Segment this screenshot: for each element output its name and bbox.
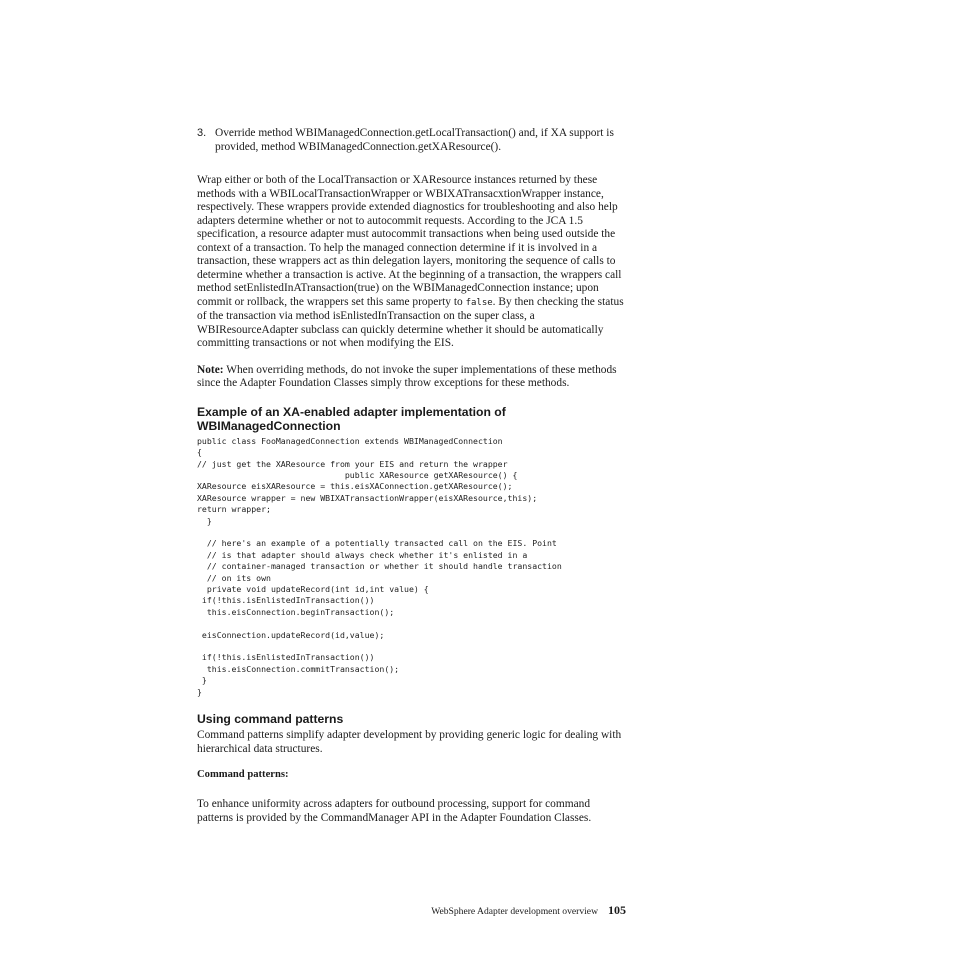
command-patterns-paragraph: To enhance uniformity across adapters for outbound processing, support for command patterns is provided by the CommandManager API in the Adapter Foundation Classes. bbox=[197, 798, 592, 824]
code-example-block: public class FooManagedConnection extends WBIManagedConnection { // just get the XAResource from your EIS and return the wrapper public XAResource getXAResource() { XAResource eisXAResource = this.eisXAConnection.getXAResource(); XAResource wrapper = new WBIXATransactionWrapper(eisXAResource,this); return wrapper; } // here's an example of a potentially transacted call on the EIS. Point // is that adapter should always check whether it's enlisted in a // container-managed transaction or whether it should handle transaction // on its own private void updateRecord(int id,int value) { if(!this.isEnlistedInTransaction()) this.eisConnection.beginTransaction(); eisConnection.updateRecord(id,value); if(!this.isEnlistedInTransaction()) this.eisConnection.commitTransaction(); } } bbox=[197, 435, 562, 697]
step-number: 3. bbox=[197, 127, 207, 139]
example-heading: Example of an XA-enabled adapter implementation of WBIManagedConnection bbox=[197, 404, 506, 433]
inline-code-false: false bbox=[465, 297, 493, 308]
footer-title: WebSphere Adapter development overview bbox=[431, 906, 598, 917]
command-patterns-intro: Command patterns simplify adapter development by providing generic logic for dealing with hierarchical data structures. bbox=[197, 729, 622, 755]
wrapper-text-part2: . By then checking the status of the transaction via method isEnlistedInTransaction on the super class, a WBIResourceAdapter subclass can quickly determine whether it should be automatically committing transactions or not when modifying the EIS. bbox=[197, 295, 624, 350]
note-label: Note: bbox=[197, 363, 224, 376]
note-text: When overriding methods, do not invoke the super implementations of these methods since the Adapter Foundation Classes simply throw exceptions for these methods. bbox=[197, 363, 617, 390]
step-item bbox=[197, 127, 627, 154]
page-content bbox=[197, 127, 627, 838]
command-patterns-subheading: Command patterns: bbox=[197, 769, 289, 781]
wrapper-paragraph bbox=[197, 174, 627, 351]
command-patterns-heading: Using command patterns bbox=[197, 712, 344, 727]
wrapper-text-part1: Wrap either or both of the LocalTransaction or XAResource instances returned by these methods with a WBILocalTransactionWrapper or WBIXATransacxtionWrapper instance, respectively. These wrappers provide extended diagnostics for troubleshooting and also help adapters determine whether or not to autocommit requests. According to the JCA 1.5 specification, a resource adapter must autocommit transactions when being used outside the context of a transaction. To help the managed connection determine if it is involved in a transaction, these wrappers act as thin delegation layers, monitoring the sequence of calls to determine whether a transaction is active. At the beginning of a transaction, the wrappers call method setEnlistedInATransaction(true) on the WBIManagedConnection instance; upon commit or rollback, the wrappers set this same property to bbox=[197, 174, 622, 308]
page-footer bbox=[414, 901, 626, 919]
step-text: Override method WBIManagedConnection.getLocalTransaction() and, if XA support is provided, method WBIManagedConnection.getXAResource(). bbox=[215, 127, 614, 153]
page-number: 105 bbox=[608, 903, 626, 917]
note-paragraph bbox=[197, 364, 627, 391]
